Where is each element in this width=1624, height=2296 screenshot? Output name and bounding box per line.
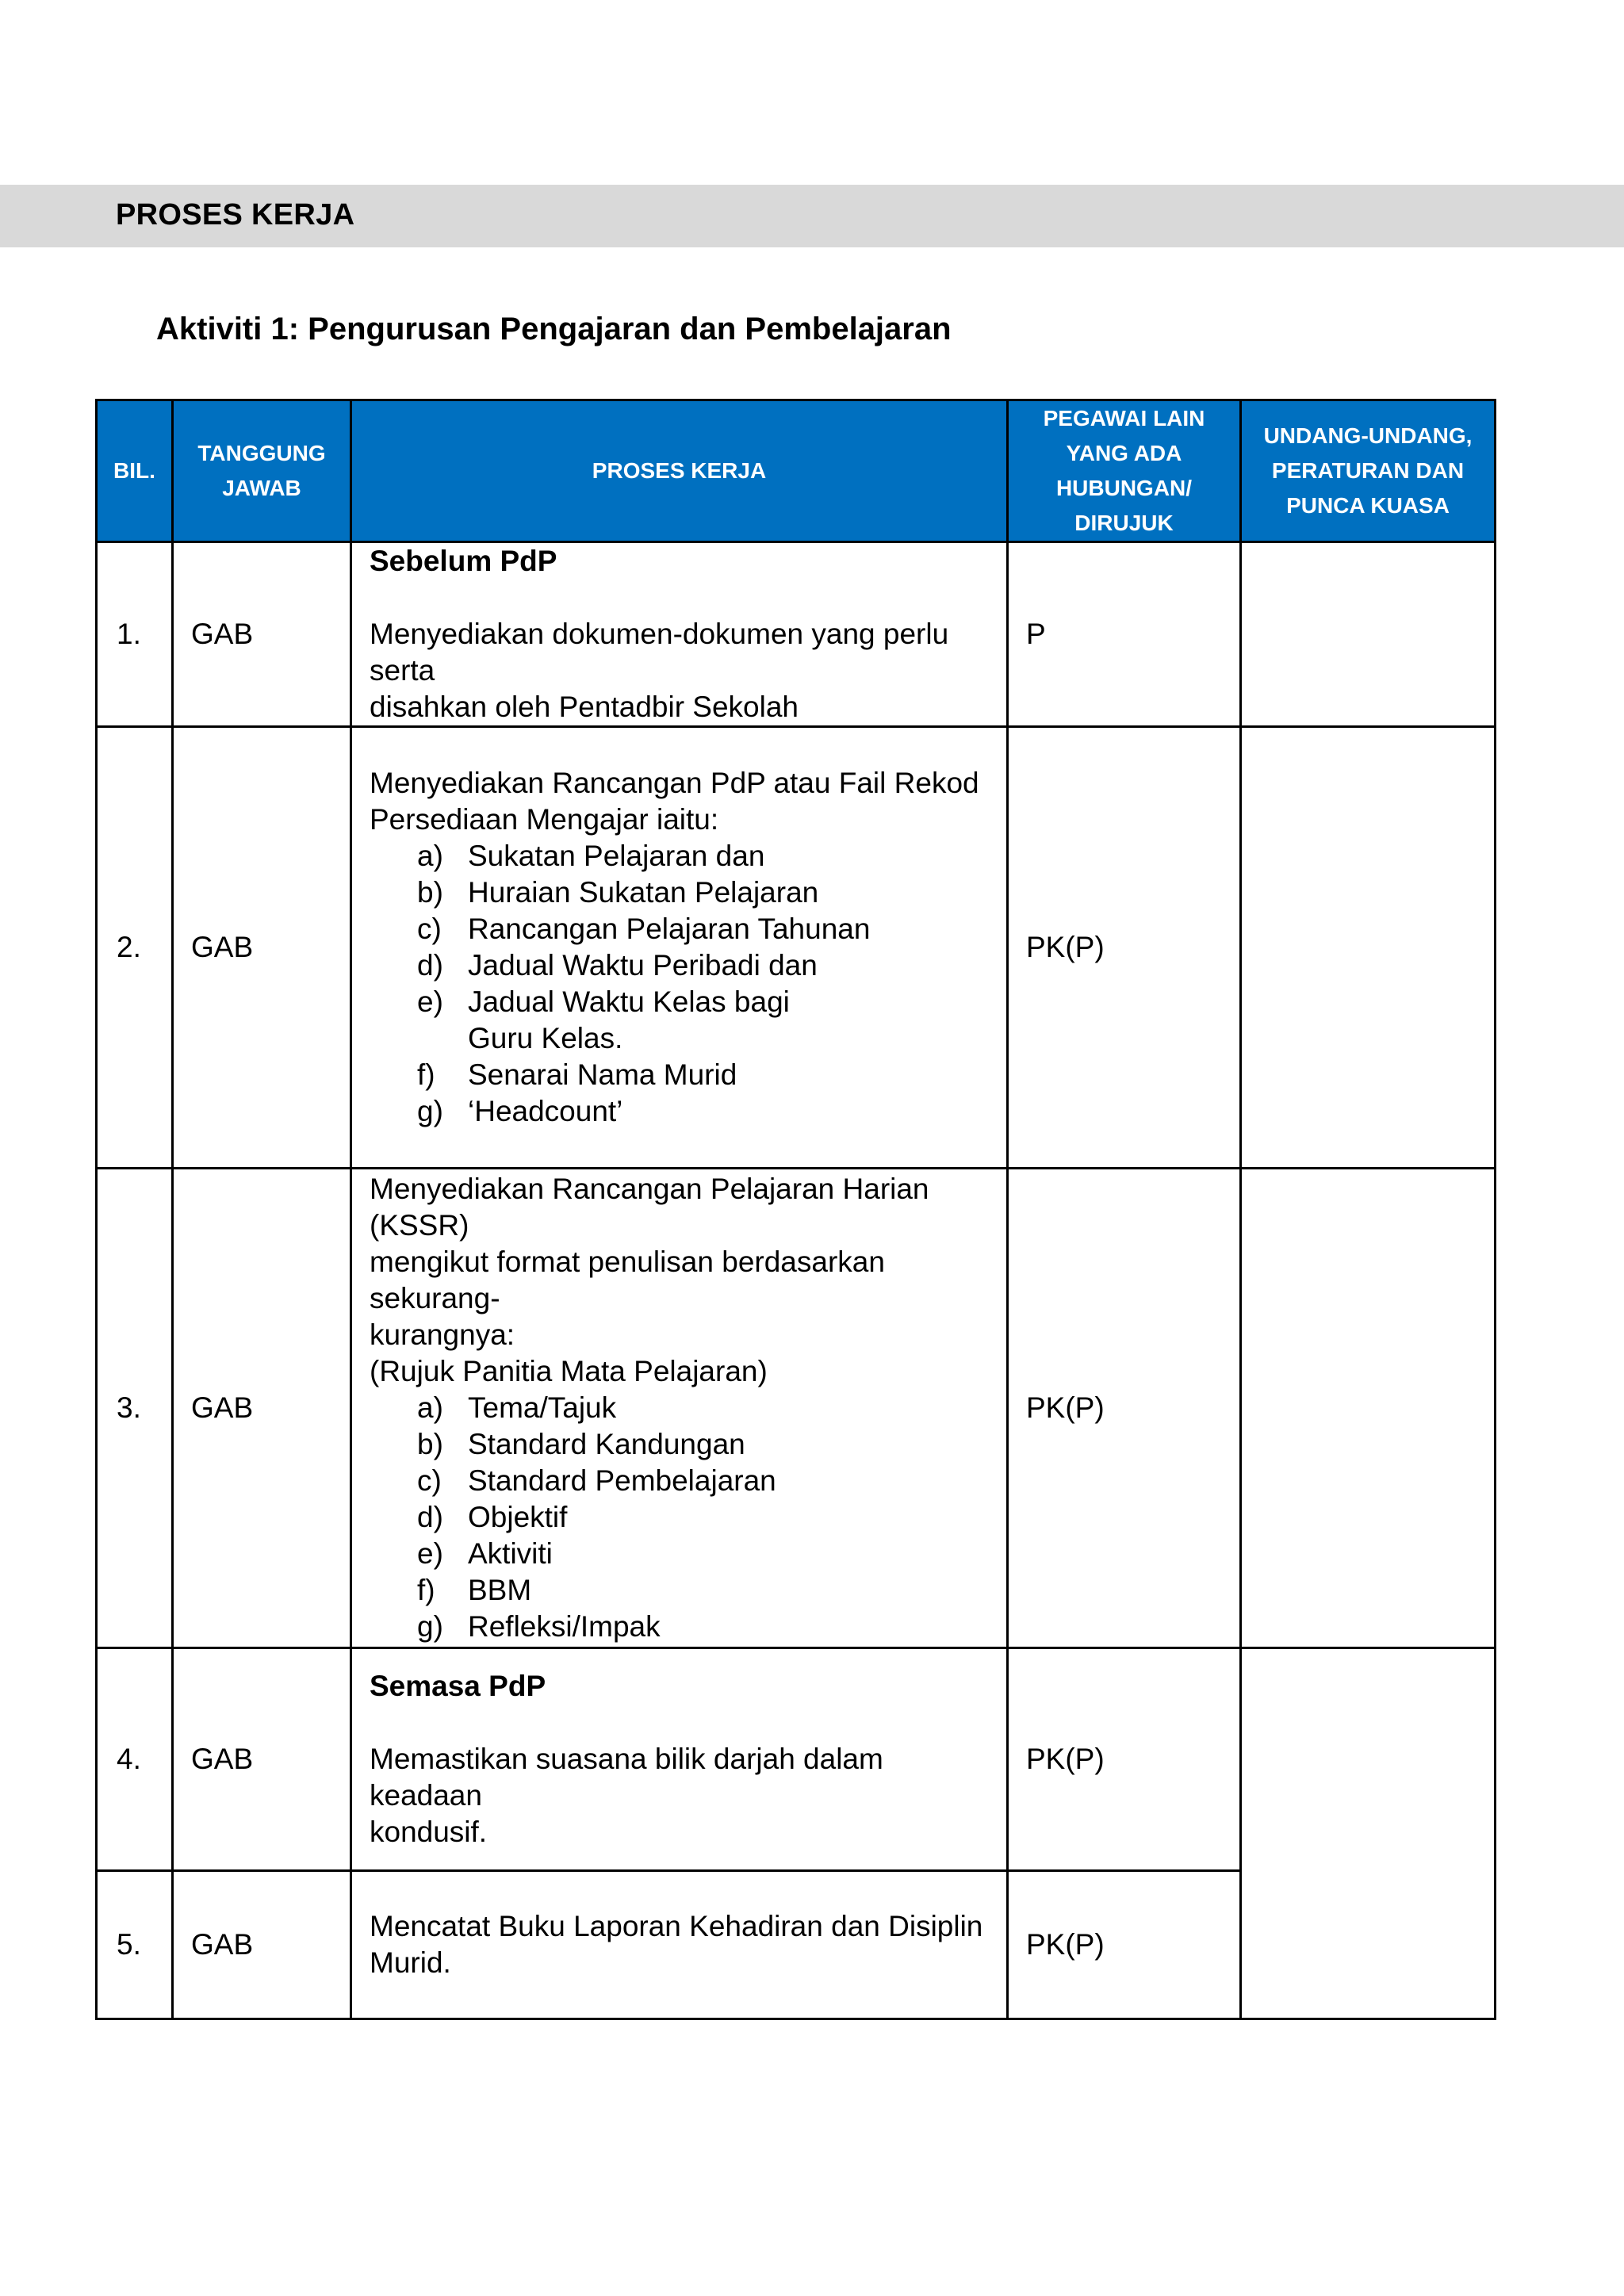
process-text-line: Mencatat Buku Laporan Kehadiran dan Disiplin xyxy=(370,1910,983,1942)
list-item: e) Aktiviti xyxy=(417,1537,553,1570)
list-item: d) Objektif xyxy=(417,1501,568,1533)
process-text-line: (Rujuk Panitia Mata Pelajaran) xyxy=(370,1355,768,1387)
row-responsible: GAB xyxy=(173,1648,351,1871)
list-item: f) Senarai Nama Murid xyxy=(417,1058,737,1091)
process-text-line: Menyediakan Rancangan PdP atau Fail Rekod xyxy=(370,767,979,799)
process-list xyxy=(370,838,992,1020)
list-item: e) Jadual Waktu Kelas bagi xyxy=(417,985,790,1018)
process-heading: Sebelum PdP xyxy=(370,545,557,577)
header-pegawai: PEGAWAI LAIN YANG ADA HUBUNGAN/ DIRUJUK xyxy=(1008,400,1241,542)
row-number: 1. xyxy=(97,542,173,727)
row-responsible: GAB xyxy=(173,1169,351,1648)
process-list xyxy=(370,1390,992,1645)
row-responsible: GAB xyxy=(173,727,351,1169)
process-text-line: Persediaan Mengajar iaitu: xyxy=(370,803,719,836)
process-text-line: kurangnya: xyxy=(370,1318,515,1351)
header-bil: BIL. xyxy=(97,400,173,542)
list-item: c) Rancangan Pelajaran Tahunan xyxy=(417,913,871,945)
row-officer: PK(P) xyxy=(1008,1648,1241,1871)
row-number: 4. xyxy=(97,1648,173,1871)
row-officer: PK(P) xyxy=(1008,1871,1241,2019)
process-text-line: Menyediakan dokumen-dokumen yang perlu serta xyxy=(370,618,949,687)
process-text-line: disahkan oleh Pentadbir Sekolah xyxy=(370,691,799,723)
list-item-continuation: Guru Kelas. xyxy=(468,1022,623,1054)
process-text-line: kondusif. xyxy=(370,1816,488,1848)
list-item: a) Tema/Tajuk xyxy=(417,1391,617,1424)
row-officer: PK(P) xyxy=(1008,1169,1241,1648)
table-row xyxy=(97,1169,1496,1648)
section-title: PROSES KERJA xyxy=(116,198,355,232)
row-process xyxy=(351,727,1008,1169)
process-text-line: Memastikan suasana bilik darjah dalam keadaan xyxy=(370,1743,883,1812)
row-officer: P xyxy=(1008,542,1241,727)
process-list xyxy=(370,1057,992,1130)
list-item: c) Standard Pembelajaran xyxy=(417,1464,776,1497)
list-item: g) Refleksi/Impak xyxy=(417,1610,661,1643)
process-text-line: mengikut format penulisan berdasarkan sekurang- xyxy=(370,1246,885,1314)
list-item: f) BBM xyxy=(417,1574,532,1606)
list-item: a) Sukatan Pelajaran dan xyxy=(417,840,765,872)
row-number: 2. xyxy=(97,727,173,1169)
header-undang-undang: UNDANG-UNDANG, PERATURAN DAN PUNCA KUASA xyxy=(1241,400,1496,542)
row-authority xyxy=(1241,727,1496,1169)
list-item: d) Jadual Waktu Peribadi dan xyxy=(417,949,818,982)
row-responsible: GAB xyxy=(173,1871,351,2019)
section-bar xyxy=(0,185,1624,247)
table-header-row xyxy=(97,400,1496,542)
row-number: 3. xyxy=(97,1169,173,1648)
process-text-line: Menyediakan Rancangan Pelajaran Harian (KSSR) xyxy=(370,1173,929,1242)
process-text-line: Murid. xyxy=(370,1946,451,1979)
row-number: 5. xyxy=(97,1871,173,2019)
list-item: b) Huraian Sukatan Pelajaran xyxy=(417,876,819,909)
table-row xyxy=(97,542,1496,727)
row-process xyxy=(351,1871,1008,2019)
header-proses-kerja: PROSES KERJA xyxy=(351,400,1008,542)
row-process xyxy=(351,1648,1008,1871)
row-process xyxy=(351,542,1008,727)
row-responsible: GAB xyxy=(173,542,351,727)
header-tanggung-jawab: TANGGUNG JAWAB xyxy=(173,400,351,542)
row-officer: PK(P) xyxy=(1008,727,1241,1169)
process-heading: Semasa PdP xyxy=(370,1670,546,1702)
row-authority xyxy=(1241,1169,1496,1648)
list-item: g) ‘Headcount’ xyxy=(417,1095,623,1127)
activity-title: Aktiviti 1: Pengurusan Pengajaran dan Pembelajaran xyxy=(156,312,952,346)
row-authority xyxy=(1241,1648,1496,2019)
table-row xyxy=(97,1648,1496,1871)
table-row xyxy=(97,727,1496,1169)
list-item: b) Standard Kandungan xyxy=(417,1428,745,1460)
row-process xyxy=(351,1169,1008,1648)
row-authority xyxy=(1241,542,1496,727)
process-table xyxy=(95,399,1496,2020)
